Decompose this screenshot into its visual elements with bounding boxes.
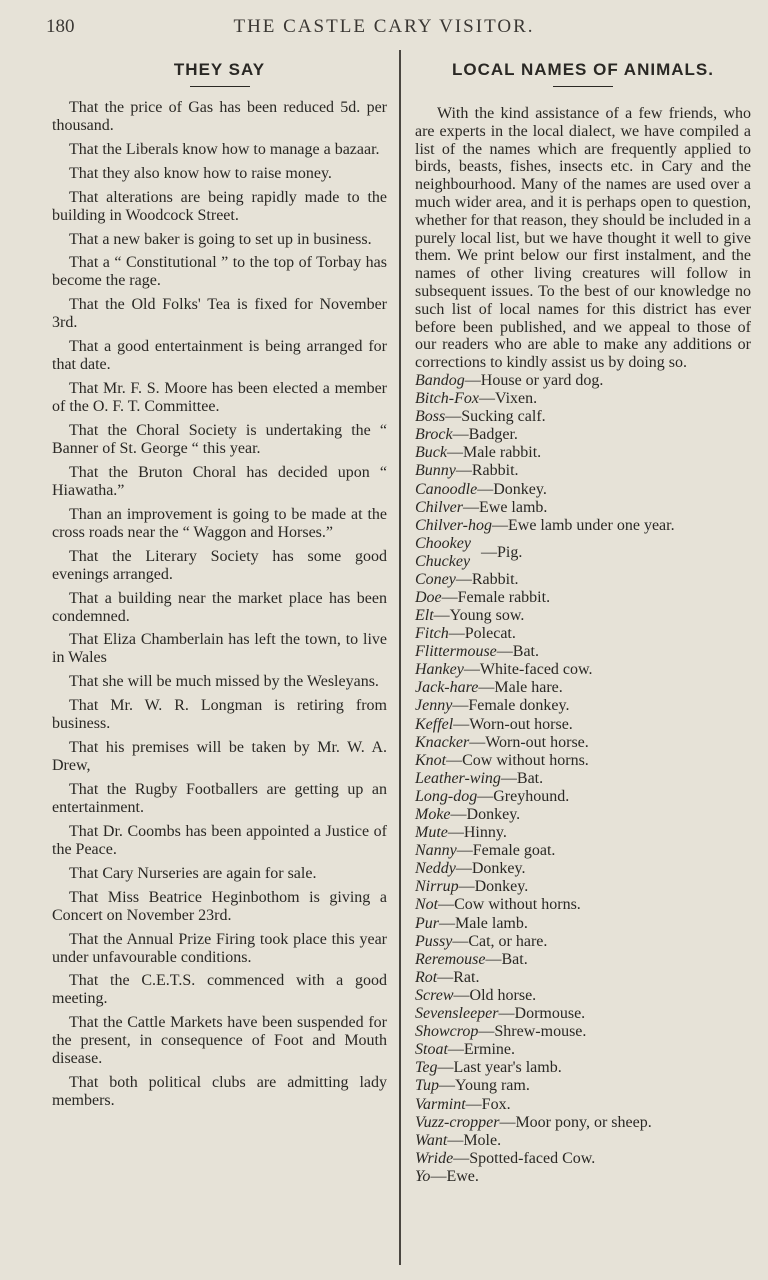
entry-dash: — [478,1023,495,1041]
meaning: Donkey. [466,806,521,824]
meaning: Ewe lamb. [479,498,548,516]
animal-name-entry [415,1114,751,1132]
entry-dash: — [437,1059,454,1077]
dialect-term: Pussy [415,932,453,950]
meaning: Worn-out horse. [485,733,589,751]
animal-name-entry [415,426,751,444]
entry-dash: — [465,1095,482,1113]
meaning: Moor pony, or sheep. [515,1113,652,1131]
dialect-term: Chilver [415,498,463,516]
they-say-item: That both political clubs are admitting lady members. [52,1074,387,1110]
meaning: Shrew-mouse. [494,1023,587,1041]
entry-dash: — [447,1131,464,1149]
animal-name-entry [415,571,751,589]
animal-name-entry [415,770,751,788]
entry-dash: — [498,1005,515,1023]
animal-name-entry [415,951,751,969]
they-say-item: That a building near the market place has been condemned. [52,589,387,625]
dialect-term: Brock [415,426,453,444]
they-say-item: That Mr. W. R. Longman is retiring from business. [52,697,387,733]
dialect-term: Canoodle [415,480,478,498]
local-names-heading: LOCAL NAMES OF ANIMALS. [452,60,714,79]
meaning: Cow without horns. [454,896,581,914]
they-say-list [52,99,387,1110]
meaning: Greyhound. [493,787,570,805]
meaning: Female rabbit. [457,588,551,606]
publication-title: THE CASTLE CARY VISITOR. [233,16,535,37]
dialect-term: Doe [415,588,442,606]
animal-name-entry [415,933,751,951]
dialect-term: Showcrop [415,1023,479,1041]
dialect-term: Rot [415,968,438,986]
entry-dash: — [452,932,469,950]
column-divider [399,50,401,1265]
meaning: Donkey. [493,480,547,498]
animal-name-entry [415,1005,751,1023]
they-say-item: That a good entertainment is being arranged for that date. [52,338,387,374]
meaning: Young ram. [455,1077,530,1095]
animal-name-entry [415,444,751,462]
they-say-item: That a “ Constitutional ” to the top of Torbay has become the rage. [52,254,387,290]
they-say-item: That the Bruton Choral has decided upon “ Hiawatha.” [52,463,387,499]
animal-name-entry [415,390,751,408]
dialect-term: Mute [415,824,448,842]
dialect-term: Coney [415,570,456,588]
animal-name-entry [415,969,751,987]
dialect-term: Reremouse [415,950,486,968]
animal-name-entry [415,1096,751,1114]
meaning: Hinny. [463,824,507,842]
dialect-term: Pur [415,914,439,932]
meaning: Male hare. [494,679,563,697]
they-say-item: That Eliza Chamberlain has left the town, to live in Wales [52,631,387,667]
animal-name-entry [415,607,751,625]
dialect-term: Screw [415,986,454,1004]
heading-rule [553,86,613,87]
animal-name-entry [415,372,751,390]
animal-name-entry [415,1041,751,1059]
entry-dash: — [446,444,463,462]
dialect-term: Yo [415,1167,431,1185]
dialect-term: Stoat [415,1041,448,1059]
animal-name-entry [415,643,751,661]
meaning: Fox. [481,1095,511,1113]
animal-name-entry [415,842,751,860]
they-say-item: That the Rugby Footballers are getting up an entertainment. [52,781,387,817]
dialect-term: Teg [415,1059,438,1077]
meaning: Spotted-faced Cow. [469,1149,596,1167]
they-say-item: That the C.E.T.S. commenced with a good meeting. [52,972,387,1008]
animal-name-entry [415,589,751,607]
dialect-term: Jenny [415,697,453,715]
meaning: Donkey. [474,878,529,896]
animal-name-entry [415,752,751,770]
entry-dash: — [452,697,469,715]
animal-name-entry [415,462,751,480]
dialect-term: Tup [415,1077,440,1095]
animal-name-entry [415,679,751,697]
meaning: Cat, or hare. [468,932,548,950]
meaning: Badger. [468,426,518,444]
entry-dash: — [464,371,481,389]
entry-dash: — [456,842,473,860]
dialect-term: Fitch [415,625,449,643]
entry-dash: — [450,806,467,824]
entry-dash: — [453,1149,470,1167]
entry-dash: — [499,1113,516,1131]
animal-name-entry [415,896,751,914]
meaning: House or yard dog. [480,371,604,389]
animal-name-entry [415,1168,751,1186]
animal-name-entry [415,1023,751,1041]
they-say-item: That they also know how to raise money. [69,164,332,182]
running-header [0,10,768,40]
animal-name-entry [415,878,751,896]
meaning: White-faced cow. [479,661,593,679]
animal-name-entry [415,716,751,734]
animal-name-entry [415,806,751,824]
they-say-heading: THEY SAY [173,60,266,79]
entry-dash: — [452,426,469,444]
dialect-term: Knacker [415,733,470,751]
meaning: Male lamb. [455,914,528,932]
dialect-term: Bandog [415,371,465,389]
they-say-item: That Miss Beatrice Heginbothom is giving a Concert on November 23rd. [52,888,387,924]
dialect-term: Elt [415,606,434,624]
animal-names-list [415,372,751,1186]
entry-dash: — [433,606,450,624]
animal-name-entry [415,481,751,499]
entry-dash: — [455,860,472,878]
dialect-term: Buck [415,444,447,462]
heading-rule [190,86,250,87]
entry-dash: — [496,643,513,661]
animal-name-entry [415,499,751,517]
meaning: Female goat. [472,842,556,860]
meaning: —Pig. [481,543,523,561]
entry-dash: — [447,1041,464,1059]
meaning: Rat. [453,968,480,986]
entry-dash: — [463,498,479,516]
meaning: Polecat. [464,625,516,643]
dialect-term: Chookey [415,534,471,552]
dialect-term: Hankey [415,661,464,679]
animal-name-entry [415,734,751,752]
entry-dash: — [469,733,486,751]
entry-dash: — [478,390,495,408]
dialect-term: Nirrup [415,878,459,896]
dialect-term: Boss [415,408,446,426]
animal-name-entry [415,697,751,715]
animal-name-entry [415,1059,751,1077]
entry-dash: — [439,914,455,932]
they-say-item: That Dr. Coombs has been appointed a Justice of the Peace. [52,822,387,858]
dialect-term: Keffel [415,715,454,733]
they-say-item: Than an improvement is going to be made at the cross roads near the “ Waggon and Horses.” [52,505,387,541]
meaning: Cow without horns. [462,751,589,769]
entry-dash: — [500,769,517,787]
entry-dash: — [448,625,465,643]
entry-dash: — [445,408,462,426]
entry-dash: — [463,661,480,679]
entry-dash: — [446,751,463,769]
meaning: Ewe lamb under one year. [508,516,675,534]
dialect-term: Varmint [415,1095,466,1113]
they-say-item: That the Annual Prize Firing took place this year under unfavourable conditions. [52,930,387,966]
dialect-term: Chuckey [415,552,471,570]
dialect-term: Neddy [415,860,456,878]
meaning: Female donkey. [468,697,570,715]
they-say-item: That Mr. F. S. Moore has been elected a member of the O. F. T. Committee. [52,380,387,416]
meaning: Rabbit. [471,570,519,588]
meaning: Young sow. [449,606,525,624]
entry-dash: — [455,462,472,480]
dialect-term: Flittermouse [415,643,497,661]
they-say-item: That Cary Nurseries are again for sale. [69,864,317,882]
meaning: Ermine. [463,1041,515,1059]
they-say-item: That alterations are being rapidly made to the building in Woodcock Street. [52,188,387,224]
dialect-term: Sevensleeper [415,1005,499,1023]
animal-name-entry [415,788,751,806]
dialect-term: Jack-hare [415,679,479,697]
animal-name-entry [415,517,751,535]
entry-dash: — [478,679,495,697]
animal-name-entry [415,408,751,426]
entry-dash: — [439,1077,456,1095]
animal-name-entry [415,1150,751,1168]
they-say-item: That a new baker is going to set up in business. [69,230,372,248]
animal-name-entry [415,860,751,878]
animal-name-entry [415,824,751,842]
dialect-term: Long-dog [415,787,478,805]
meaning: Last year's lamb. [453,1059,562,1077]
they-say-item: That his premises will be taken by Mr. W. A. Drew, [52,739,387,775]
they-say-item: That the Choral Society is undertaking the “ Banner of St. George “ this year. [52,422,387,458]
entry-dash: — [477,480,494,498]
meaning: Male rabbit. [462,444,542,462]
dialect-term: Moke [415,806,451,824]
meaning: Dormouse. [514,1005,586,1023]
dialect-term: Leather-wing [415,769,501,787]
entry-dash: — [447,824,464,842]
entry-dash: — [455,570,472,588]
entry-dash: — [453,715,470,733]
entry-dash: — [437,968,454,986]
meaning: Worn-out horse. [469,715,573,733]
entry-dash: — [485,950,502,968]
meaning: Donkey. [471,860,526,878]
meaning: Ewe. [446,1167,479,1185]
they-say-item: That she will be much missed by the Wesleyans. [69,673,379,691]
entry-dash: — [458,878,475,896]
entry-dash: — [441,588,458,606]
intro-paragraph: With the kind assistance of a few friends, who are experts in the local dialect, we have compiled a list of the names which are frequently applied to birds, beasts, fishes, insects etc. in Cary and the neighbourhood. Many of the names are used over a much wider area, and it is perhaps open to question, whether for that reason, they should be included in a purely local list, but we have thought it well to give them. We print below our first instalment, and the names of other living creatures will follow in subsequent issues. To the best of our knowledge no such list of local names for this district has ever before been published, and we appeal to those of our readers who are able to make any additions or corrections to kindly assist us by doing so. [415,105,751,372]
they-say-item: That the Old Folks' Tea is fixed for November 3rd. [52,296,387,332]
meaning: Rabbit. [471,462,519,480]
animal-name-group-entry [415,535,751,571]
entry-dash: — [430,1167,447,1185]
dialect-term: Vuzz-cropper [415,1113,500,1131]
dialect-term: Wride [415,1149,454,1167]
meaning: Sucking calf. [461,408,546,426]
meaning: Bat. [516,769,544,787]
dialect-term: Want [415,1131,448,1149]
entry-dash: — [477,787,494,805]
entry-dash: — [438,896,455,914]
animal-name-entry [415,661,751,679]
they-say-column [52,60,387,1116]
dialect-term: Nanny [415,842,457,860]
dialect-term: Knot [415,751,447,769]
meaning: Vixen. [494,390,538,408]
local-names-column [415,60,751,1186]
meaning: Bat. [501,950,528,968]
meaning: Mole. [463,1131,502,1149]
dialect-term: Chilver-hog [415,516,492,534]
entry-dash: — [492,516,508,534]
meaning: Old horse. [469,986,537,1004]
animal-name-entry [415,987,751,1005]
they-say-item: That the Liberals know how to manage a bazaar. [69,140,380,158]
page-number: 180 [46,16,75,37]
animal-name-entry [415,1132,751,1150]
animal-name-entry [415,625,751,643]
animal-name-entry [415,915,751,933]
they-say-item: That the Cattle Markets have been suspended for the present, in consequence of Foot and Mouth disease. [52,1014,387,1068]
animal-name-entry [415,1077,751,1095]
dialect-term: Bitch-Fox [415,390,479,408]
they-say-item: That the price of Gas has been reduced 5d. per thousand. [52,99,387,134]
entry-dash: — [453,986,470,1004]
dialect-term: Not [415,896,439,914]
meaning: Bat. [512,643,539,661]
they-say-item: That the Literary Society has some good evenings arranged. [52,547,387,583]
dialect-term: Bunny [415,462,456,480]
